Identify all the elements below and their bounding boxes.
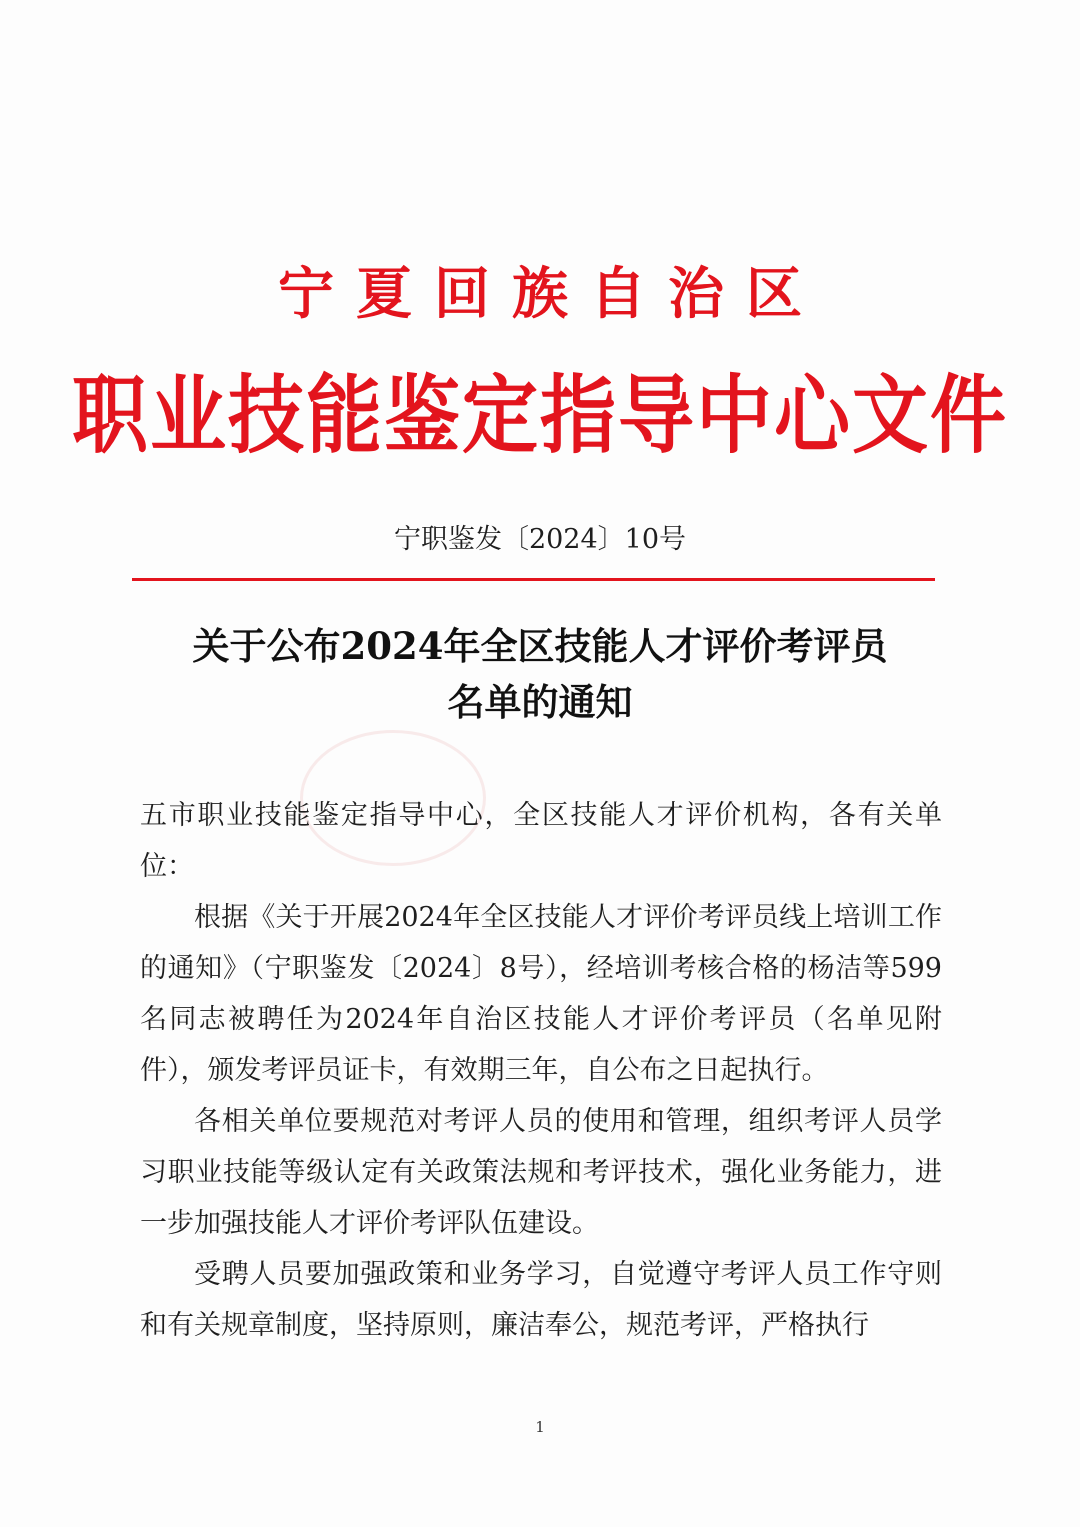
red-header-rule xyxy=(132,578,935,581)
document-title-line1: 关于公布2024年全区技能人才评价考评员 xyxy=(192,624,888,668)
document-body xyxy=(140,790,942,1351)
body-paragraph-1: 根据《关于开展2024年全区技能人才评价考评员线上培训工作的通知》（宁职鉴发〔2024〕8号），经培训考核合格的杨洁等599名同志被聘任为2024年自治区技能人才评价考评员（名单见附件），颁发考评员证卡，有效期三年，自公布之日起执行。 xyxy=(140,902,942,1086)
issuer-name-line2: 职业技能鉴定指导中心文件 xyxy=(72,365,1008,466)
salutation: 五市职业技能鉴定指导中心，全区技能人才评价机构，各有关单位： xyxy=(140,800,942,882)
document-title-line2: 名单的通知 xyxy=(447,680,633,724)
body-paragraph-3: 受聘人员要加强政策和业务学习，自觉遵守考评人员工作守则和有关规章制度，坚持原则，廉洁奉公，规范考评，严格执行 xyxy=(140,1259,942,1341)
document-title xyxy=(100,618,980,730)
page-number: 1 xyxy=(535,1418,545,1436)
document-number: 宁职鉴发〔2024〕10号 xyxy=(393,524,687,555)
issuer-name-line1: 宁夏回族自治区 xyxy=(278,261,824,327)
body-paragraph-2: 各相关单位要规范对考评人员的使用和管理，组织考评人员学习职业技能等级认定有关政策法规和考评技术，强化业务能力，进一步加强技能人才评价考评队伍建设。 xyxy=(140,1106,942,1239)
